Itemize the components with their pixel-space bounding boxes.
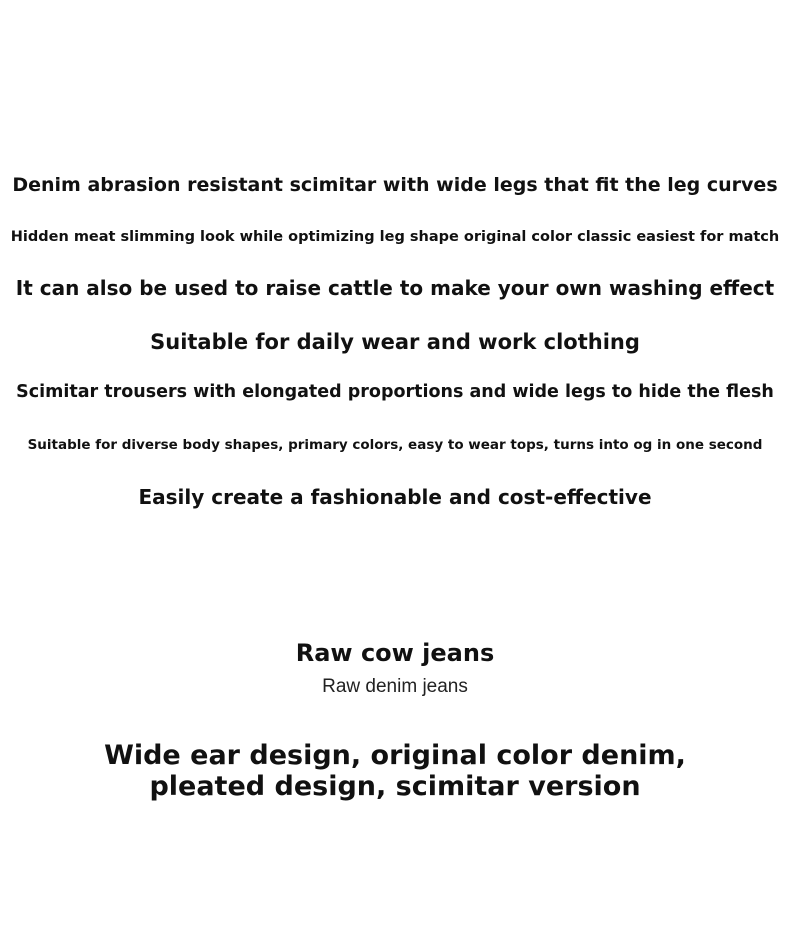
product-description: Wide ear design, original color denim, pleated design, scimitar version xyxy=(104,740,686,802)
feature-line-washing: It can also be used to raise cattle to make your own washing effect xyxy=(15,276,775,300)
feature-line-daily-wear: Suitable for daily wear and work clothing xyxy=(150,330,640,354)
feature-line-fashionable: Easily create a fashionable and cost-effective xyxy=(138,485,652,509)
feature-line-body-shapes: Suitable for diverse body shapes, primary colors, easy to wear tops, turns into og in one second xyxy=(27,437,763,453)
feature-line-abrasion: Denim abrasion resistant scimitar with wide legs that fit the leg curves xyxy=(12,174,778,196)
feature-line-proportions: Scimitar trousers with elongated proportions and wide legs to hide the flesh xyxy=(16,382,774,402)
product-title: Raw cow jeans xyxy=(295,639,495,667)
product-subtitle: Raw denim jeans xyxy=(322,676,468,697)
feature-line-slimming: Hidden meat slimming look while optimizing leg shape original color classic easiest for match xyxy=(10,229,780,245)
